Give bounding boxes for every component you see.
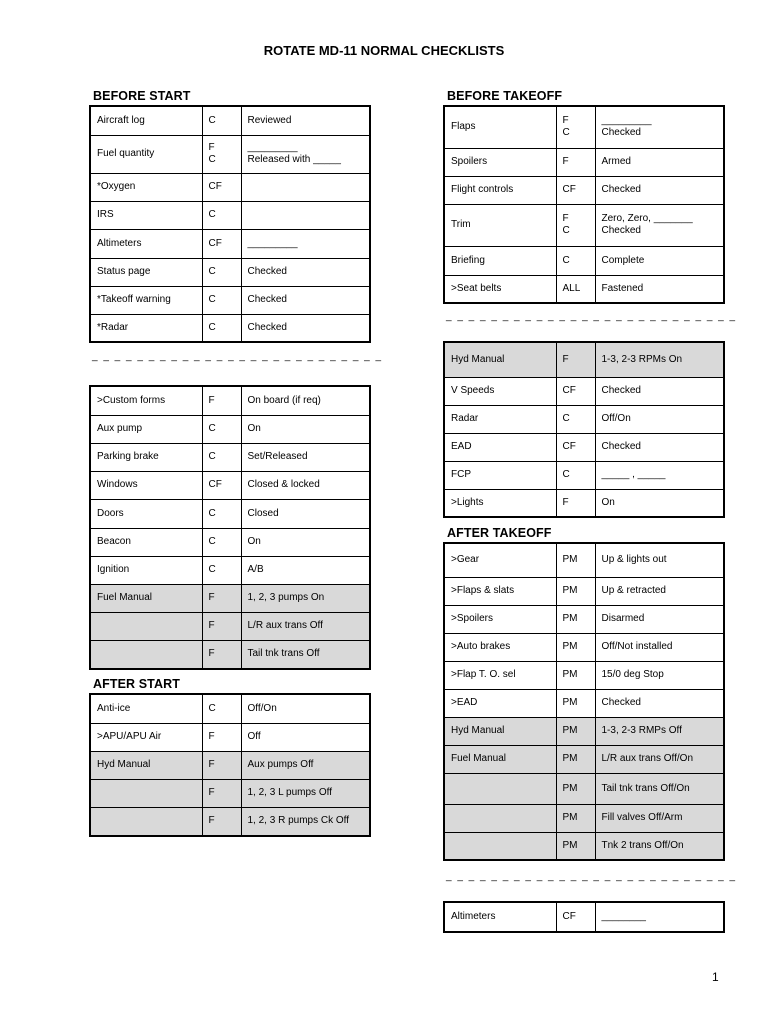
responsible-crew: F C (202, 135, 241, 173)
checklist-row (444, 661, 724, 689)
checklist-action: 1-3, 2-3 RMPs Off (595, 717, 724, 745)
responsible-crew: C (556, 461, 595, 489)
responsible-crew: F (202, 386, 241, 415)
checklist-action: Off (241, 723, 370, 751)
responsible-crew: PM (556, 605, 595, 633)
checklist-item: Trim (444, 204, 556, 246)
after-start-table (89, 693, 371, 837)
checklist-item: Hyd Manual (90, 751, 202, 779)
checklist-row (90, 135, 370, 173)
checklist-item: Spoilers (444, 148, 556, 176)
checklist-item: Doors (90, 499, 202, 528)
checklist-row (90, 751, 370, 779)
responsible-crew: CF (556, 433, 595, 461)
checklist-row (90, 499, 370, 528)
checklist-item: Ignition (90, 556, 202, 584)
checklist-action: Aux pumps Off (241, 751, 370, 779)
checklist-item: Anti-ice (90, 694, 202, 723)
checklist-action: ________ (595, 902, 724, 932)
responsible-crew: F (202, 779, 241, 807)
checklist-action: Checked (595, 433, 724, 461)
checklist-row (90, 258, 370, 286)
checklist-row (90, 779, 370, 807)
responsible-crew: CF (202, 229, 241, 258)
before-start-continued-table (89, 385, 371, 670)
responsible-crew: C (202, 258, 241, 286)
checklist-row (444, 902, 724, 932)
checklist-item: >Flaps & slats (444, 577, 556, 605)
responsible-crew: F (202, 723, 241, 751)
checklist-row (444, 605, 724, 633)
responsible-crew: PM (556, 745, 595, 773)
checklist-row (444, 275, 724, 303)
checklist-item (90, 807, 202, 836)
checklist-action: Off/On (595, 405, 724, 433)
checklist-action: Complete (595, 246, 724, 275)
checklist-item: >Lights (444, 489, 556, 517)
checklist-row (444, 176, 724, 204)
checklist-row (90, 201, 370, 229)
checklist-item (90, 640, 202, 669)
checklist-action: Off/Not installed (595, 633, 724, 661)
checklist-item: EAD (444, 433, 556, 461)
checklist-row (444, 832, 724, 860)
checklist-row (444, 106, 724, 148)
checklist-action: Tail tnk trans Off (241, 640, 370, 669)
responsible-crew: CF (202, 471, 241, 499)
checklist-item: >EAD (444, 689, 556, 717)
responsible-crew: C (202, 499, 241, 528)
responsible-crew: F (556, 342, 595, 377)
checklist-item: *Radar (90, 314, 202, 342)
checklist-row (90, 556, 370, 584)
checklist-row (444, 489, 724, 517)
responsible-crew: C (202, 286, 241, 314)
checklist-item (444, 804, 556, 832)
checklist-action: Closed & locked (241, 471, 370, 499)
checklist-item: Beacon (90, 528, 202, 556)
checklist-item: Status page (90, 258, 202, 286)
checklist-action: Up & retracted (595, 577, 724, 605)
checklist-item: >Flap T. O. sel (444, 661, 556, 689)
checklist-action: Checked (241, 258, 370, 286)
responsible-crew: F (202, 584, 241, 612)
checklist-row (444, 377, 724, 405)
checklist-action: L/R aux trans Off (241, 612, 370, 640)
checklist-row (90, 415, 370, 443)
checklist-action: L/R aux trans Off/On (595, 745, 724, 773)
checklist-item (90, 779, 202, 807)
checklist-item: Hyd Manual (444, 717, 556, 745)
responsible-crew: C (202, 528, 241, 556)
checklist-action: _________ Checked (595, 106, 724, 148)
responsible-crew: PM (556, 773, 595, 804)
checklist-action: _________ (241, 229, 370, 258)
checklist-item: *Takeoff warning (90, 286, 202, 314)
responsible-crew: C (202, 443, 241, 471)
before-takeoff-table (443, 105, 725, 304)
checklist-row (444, 804, 724, 832)
checklist-item: >Custom forms (90, 386, 202, 415)
checklist-row (444, 204, 724, 246)
checklist-item (444, 773, 556, 804)
responsible-crew: F (556, 489, 595, 517)
checklist-action: _____ , _____ (595, 461, 724, 489)
checklist-item: >Seat belts (444, 275, 556, 303)
checklist-action: Closed (241, 499, 370, 528)
responsible-crew: F (556, 148, 595, 176)
after-takeoff-table (443, 542, 725, 861)
checklist-row (444, 461, 724, 489)
checklist-action: 1-3, 2-3 RPMs On (595, 342, 724, 377)
checklist-row (90, 612, 370, 640)
responsible-crew: CF (556, 377, 595, 405)
responsible-crew: PM (556, 689, 595, 717)
checklist-action: 1, 2, 3 L pumps Off (241, 779, 370, 807)
responsible-crew: C (202, 415, 241, 443)
responsible-crew: C (202, 201, 241, 229)
checklist-item: Briefing (444, 246, 556, 275)
responsible-crew: PM (556, 804, 595, 832)
checklist-item: Parking brake (90, 443, 202, 471)
checklist-item: FCP (444, 461, 556, 489)
checklist-action: _________ Released with _____ (241, 135, 370, 173)
checklist-row (444, 717, 724, 745)
checklist-item: Flaps (444, 106, 556, 148)
checklist-action: Checked (595, 689, 724, 717)
checklist-action: On (241, 415, 370, 443)
checklist-action: Reviewed (241, 106, 370, 135)
checklist-row (90, 584, 370, 612)
checklist-row (444, 633, 724, 661)
checklist-item: Altimeters (444, 902, 556, 932)
responsible-crew: CF (556, 176, 595, 204)
checklist-row (444, 577, 724, 605)
checklist-row (90, 314, 370, 342)
checklist-row (90, 106, 370, 135)
checklist-item (90, 612, 202, 640)
checklist-item: Flight controls (444, 176, 556, 204)
responsible-crew: F C (556, 204, 595, 246)
checklist-action: On board (if req) (241, 386, 370, 415)
checklist-row (90, 229, 370, 258)
responsible-crew: C (556, 405, 595, 433)
checklist-action: Off/On (241, 694, 370, 723)
checklist-item: Fuel quantity (90, 135, 202, 173)
checklist-row (90, 528, 370, 556)
responsible-crew: CF (202, 173, 241, 201)
checklist-item: >APU/APU Air (90, 723, 202, 751)
responsible-crew: F C (556, 106, 595, 148)
checklist-action: On (595, 489, 724, 517)
checklist-item: Radar (444, 405, 556, 433)
checklist-row (90, 471, 370, 499)
responsible-crew: PM (556, 633, 595, 661)
checklist-action: Checked (241, 286, 370, 314)
checklist-action: 1, 2, 3 R pumps Ck Off (241, 807, 370, 836)
checklist-item (444, 832, 556, 860)
checklist-row (444, 745, 724, 773)
responsible-crew: F (202, 751, 241, 779)
before-start-table (89, 105, 371, 343)
checklist-action: Fill valves Off/Arm (595, 804, 724, 832)
checklist-action: Tnk 2 trans Off/On (595, 832, 724, 860)
responsible-crew: F (202, 640, 241, 669)
after-takeoff-heading: AFTER TAKEOFF (447, 526, 552, 540)
responsible-crew: PM (556, 661, 595, 689)
checklist-item: >Gear (444, 543, 556, 577)
page-number: 1 (712, 970, 719, 984)
checklist-row (444, 773, 724, 804)
responsible-crew: PM (556, 577, 595, 605)
checklist-item: >Auto brakes (444, 633, 556, 661)
before-takeoff-continued-table (443, 341, 725, 518)
responsible-crew: CF (556, 902, 595, 932)
responsible-crew: C (202, 314, 241, 342)
responsible-crew: F (202, 612, 241, 640)
responsible-crew: PM (556, 832, 595, 860)
checklist-action: 1, 2, 3 pumps On (241, 584, 370, 612)
checklist-item: IRS (90, 201, 202, 229)
checklist-row (444, 148, 724, 176)
checklist-action: Disarmed (595, 605, 724, 633)
checklist-action (241, 201, 370, 229)
checklist-row (90, 723, 370, 751)
checklist-item: >Spoilers (444, 605, 556, 633)
after-start-heading: AFTER START (93, 677, 180, 691)
checklist-item: Aux pump (90, 415, 202, 443)
before-takeoff-heading: BEFORE TAKEOFF (447, 89, 563, 103)
checklist-item: Aircraft log (90, 106, 202, 135)
checklist-action: On (241, 528, 370, 556)
checklist-row (444, 543, 724, 577)
checklist-item: Hyd Manual (444, 342, 556, 377)
checklist-row (90, 173, 370, 201)
separator-line: _ _ _ _ _ _ _ _ _ _ _ _ _ _ _ _ _ _ _ _ _ _ _ _ _ _ (446, 871, 737, 882)
checklist-action: Checked (595, 176, 724, 204)
responsible-crew: PM (556, 717, 595, 745)
responsible-crew: ALL (556, 275, 595, 303)
separator-line: _ _ _ _ _ _ _ _ _ _ _ _ _ _ _ _ _ _ _ _ _ _ _ _ _ _ (92, 351, 383, 362)
responsible-crew: PM (556, 543, 595, 577)
checklist-item: Fuel Manual (444, 745, 556, 773)
before-start-heading: BEFORE START (93, 89, 191, 103)
checklist-action: Armed (595, 148, 724, 176)
checklist-action: 15/0 deg Stop (595, 661, 724, 689)
responsible-crew: C (202, 694, 241, 723)
checklist-row (90, 694, 370, 723)
checklist-item: V Speeds (444, 377, 556, 405)
checklist-row (90, 640, 370, 669)
checklist-row (444, 342, 724, 377)
checklist-row (90, 386, 370, 415)
checklist-item: Windows (90, 471, 202, 499)
checklist-row (90, 443, 370, 471)
checklist-action: A/B (241, 556, 370, 584)
checklist-item: Altimeters (90, 229, 202, 258)
checklist-row (90, 286, 370, 314)
checklist-item: Fuel Manual (90, 584, 202, 612)
checklist-action: Checked (241, 314, 370, 342)
responsible-crew: F (202, 807, 241, 836)
checklist-row (444, 246, 724, 275)
document-title: ROTATE MD-11 NORMAL CHECKLISTS (263, 43, 505, 58)
after-takeoff-continued-table (443, 901, 725, 933)
responsible-crew: C (202, 106, 241, 135)
checklist-action: Zero, Zero, _______ Checked (595, 204, 724, 246)
checklist-row (444, 689, 724, 717)
checklist-action: Checked (595, 377, 724, 405)
checklist-action: Fastened (595, 275, 724, 303)
checklist-item: *Oxygen (90, 173, 202, 201)
separator-line: _ _ _ _ _ _ _ _ _ _ _ _ _ _ _ _ _ _ _ _ _ _ _ _ _ _ (446, 311, 737, 322)
checklist-action (241, 173, 370, 201)
responsible-crew: C (556, 246, 595, 275)
checklist-row (90, 807, 370, 836)
checklist-row (444, 405, 724, 433)
checklist-action: Up & lights out (595, 543, 724, 577)
responsible-crew: C (202, 556, 241, 584)
checklist-action: Tail tnk trans Off/On (595, 773, 724, 804)
checklist-row (444, 433, 724, 461)
checklist-action: Set/Released (241, 443, 370, 471)
